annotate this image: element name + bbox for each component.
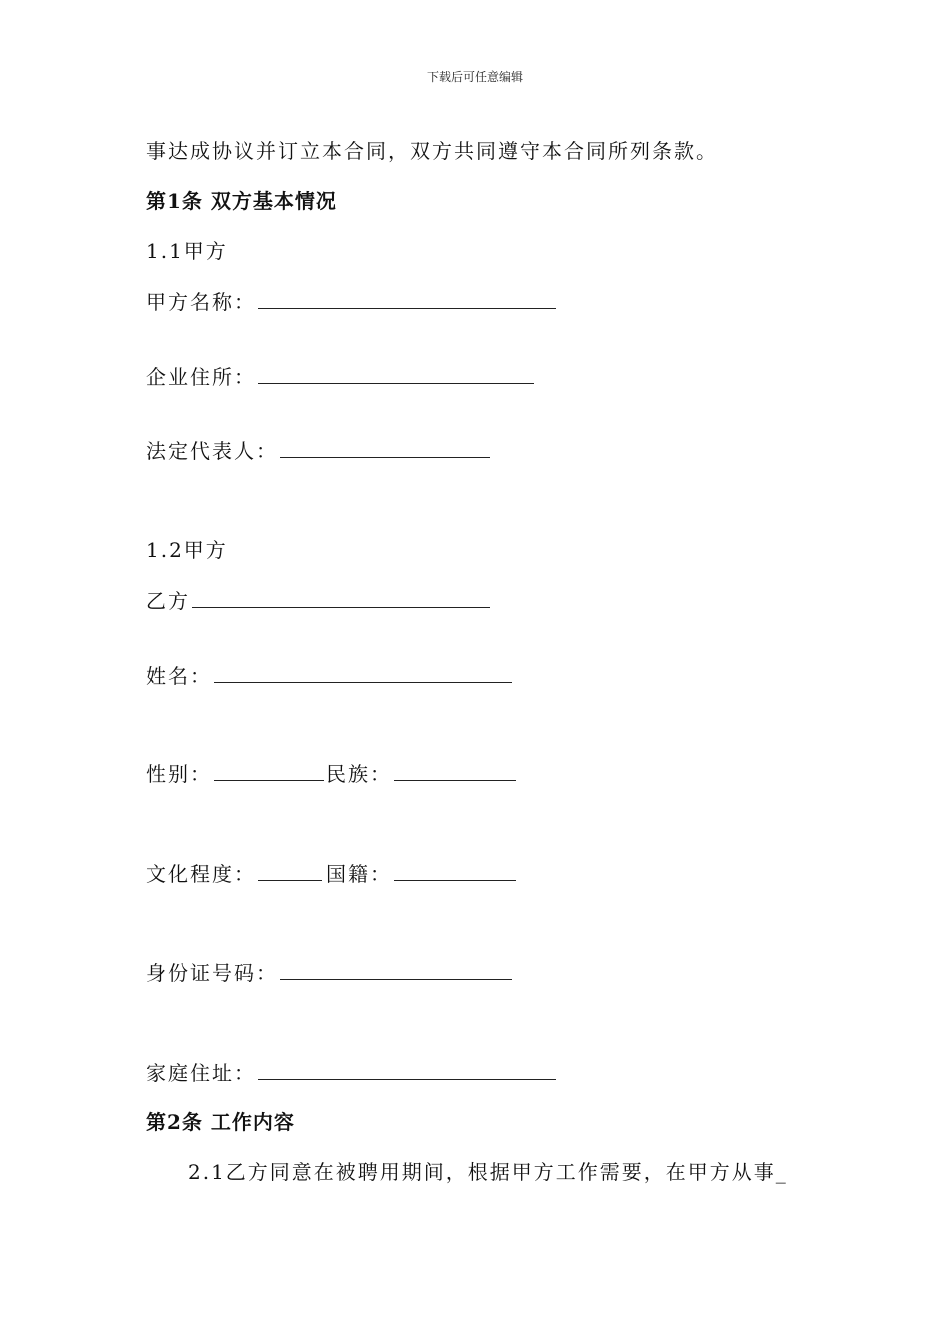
ethnicity-label: 民族： [326, 762, 392, 786]
id-number-field[interactable] [280, 959, 512, 980]
party-b-field[interactable] [192, 587, 490, 608]
ethnicity-field[interactable] [394, 760, 516, 781]
party-a-name-field[interactable] [258, 288, 556, 309]
party-b-row [146, 587, 490, 614]
gender-label: 性别： [146, 762, 212, 786]
section-1-1-heading: 1.1甲方 [146, 239, 228, 263]
gender-ethnicity-row [146, 760, 516, 787]
gender-field[interactable] [214, 760, 324, 781]
party-a-address-row [146, 363, 534, 390]
home-address-label: 家庭住址： [146, 1061, 256, 1085]
party-a-name-label: 甲方名称： [146, 290, 256, 314]
nationality-label: 国籍： [326, 862, 392, 886]
legal-rep-label: 法定代表人： [146, 439, 278, 463]
section-1-2-heading: 1.2甲方 [146, 538, 228, 562]
home-address-row [146, 1059, 556, 1086]
legal-rep-row [146, 437, 490, 464]
intro-paragraph: 事达成协议并订立本合同，双方共同遵守本合同所列条款。 [146, 139, 718, 163]
nationality-field[interactable] [394, 860, 516, 881]
education-field[interactable] [258, 860, 322, 881]
clause-2-1: 2.1乙方同意在被聘用期间，根据甲方工作需要，在甲方从事_ [188, 1160, 788, 1184]
id-number-label: 身份证号码： [146, 961, 278, 985]
name-row [146, 662, 512, 689]
name-label: 姓名： [146, 664, 212, 688]
party-a-address-field[interactable] [258, 363, 534, 384]
party-b-label: 乙方 [146, 589, 190, 613]
party-a-name-row [146, 288, 556, 315]
party-a-address-label: 企业住所： [146, 365, 256, 389]
education-label: 文化程度： [146, 862, 256, 886]
legal-rep-field[interactable] [280, 437, 490, 458]
page-header: 下载后可任意编辑 [426, 70, 523, 84]
article-1-title: 第1条 双方基本情况 [146, 189, 337, 213]
name-field[interactable] [214, 662, 512, 683]
id-number-row [146, 959, 512, 986]
home-address-field[interactable] [258, 1059, 556, 1080]
article-2-title: 第2条 工作内容 [146, 1110, 295, 1134]
education-nationality-row [146, 860, 516, 887]
